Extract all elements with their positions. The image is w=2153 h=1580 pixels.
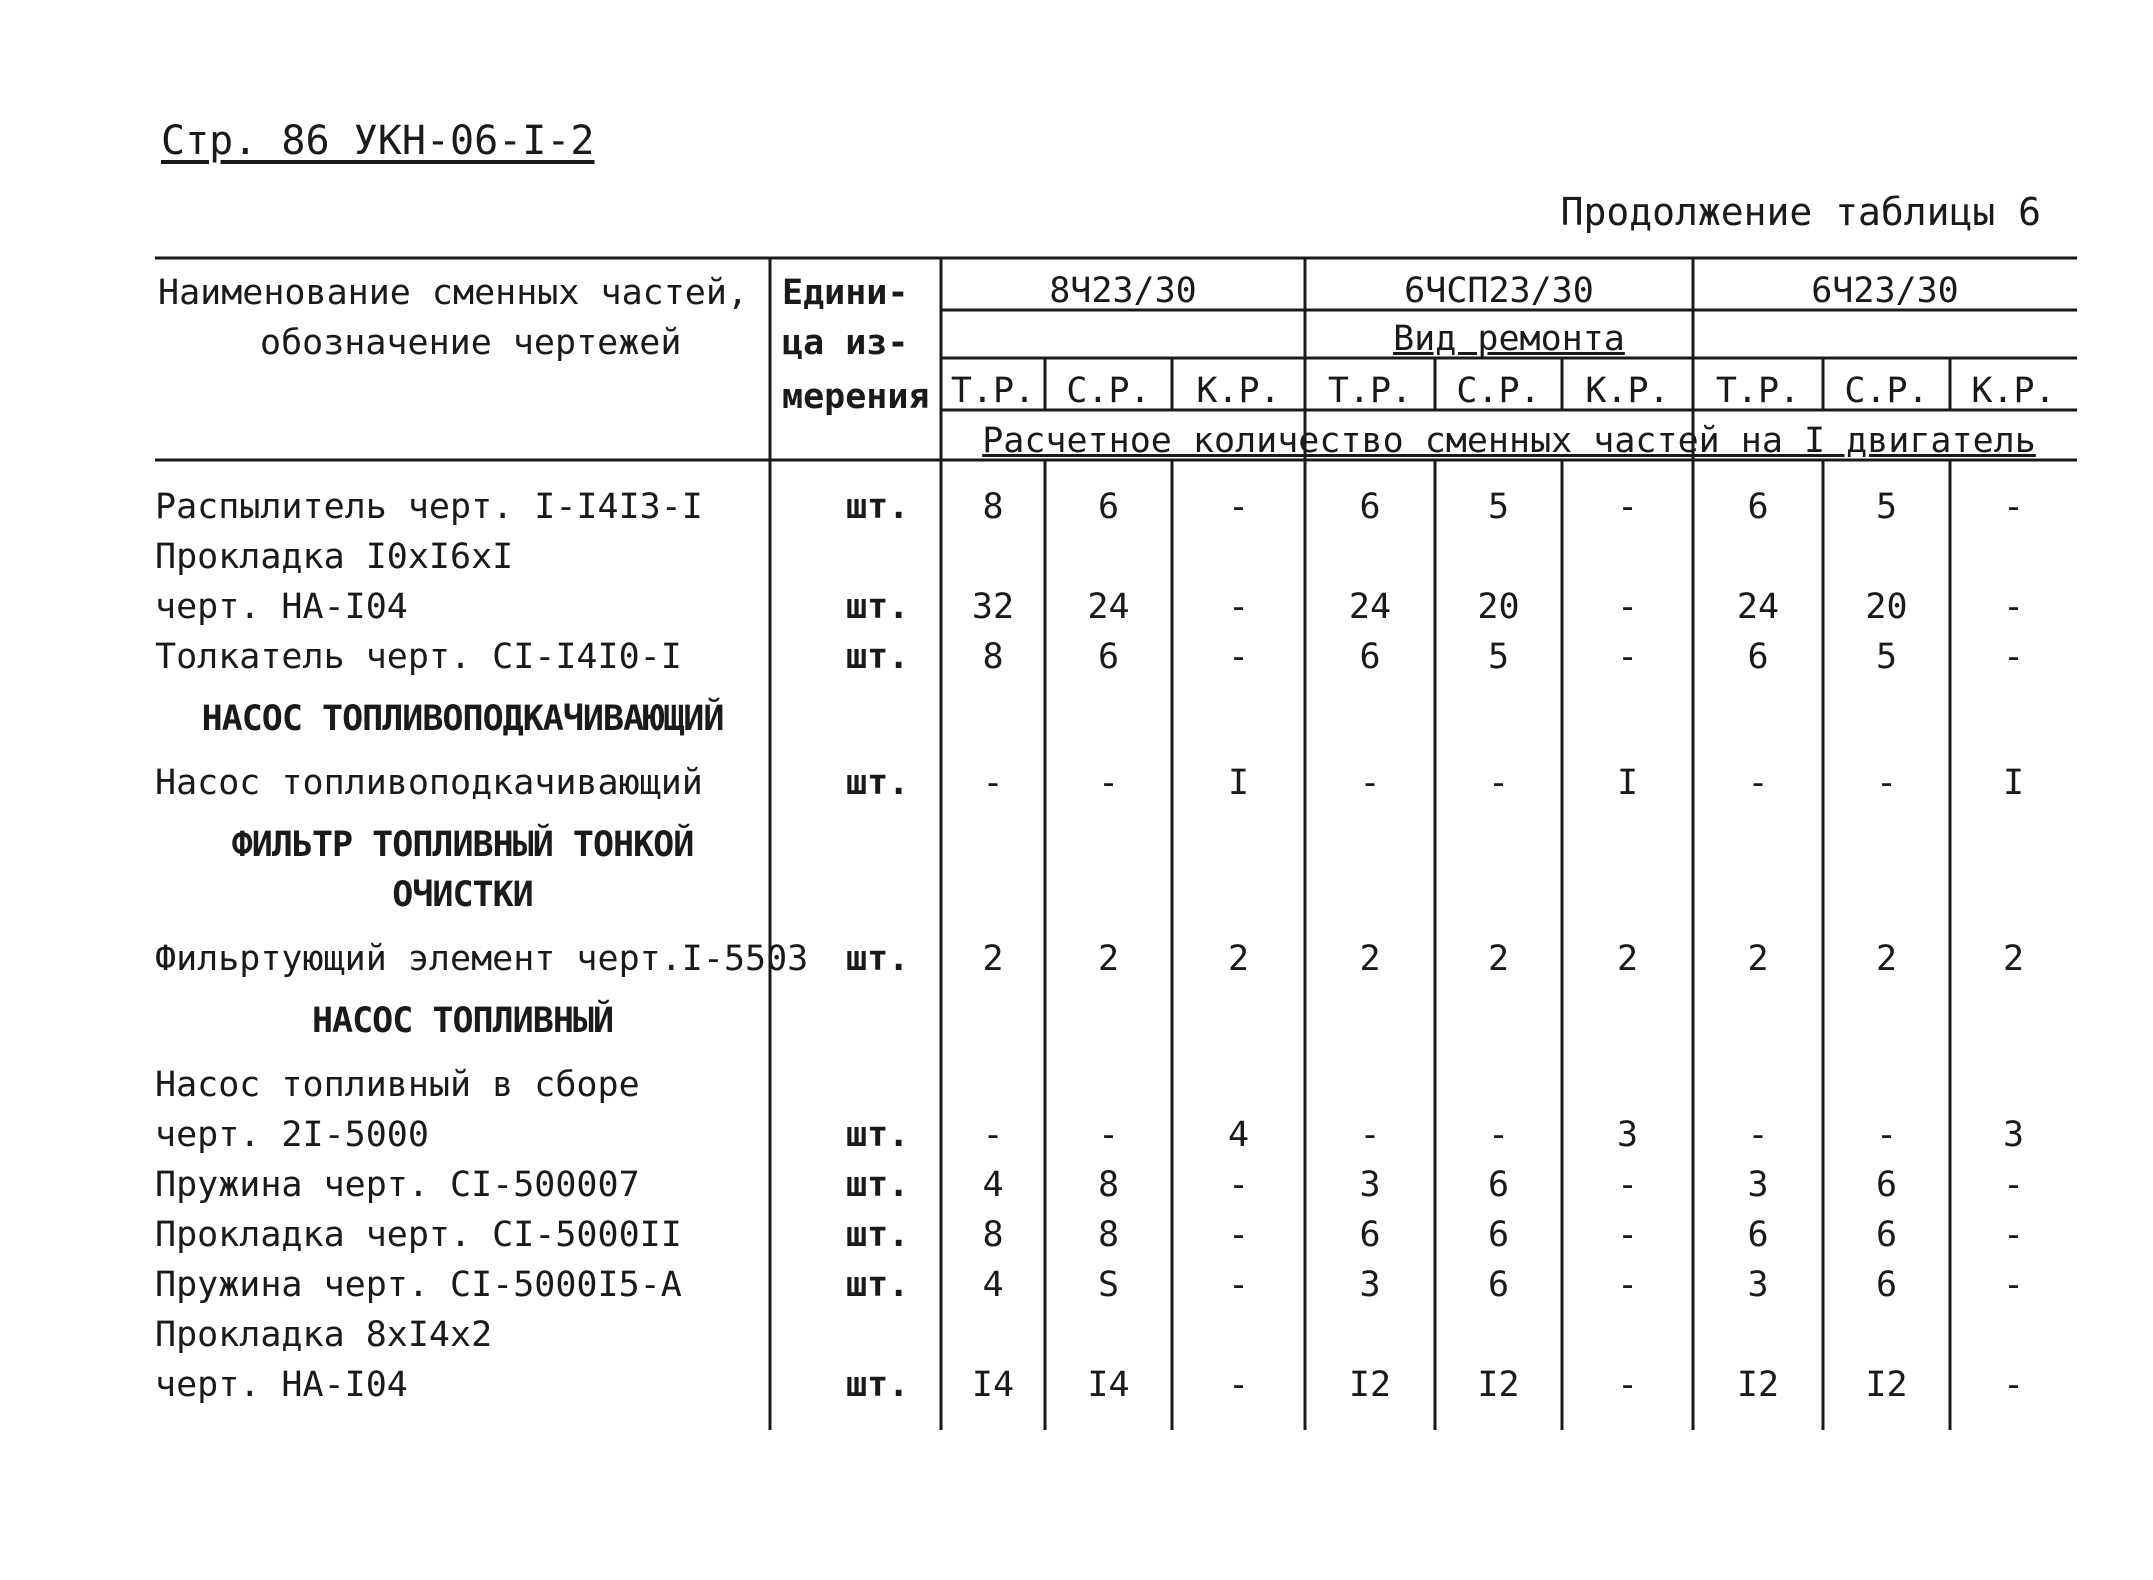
- quantity-cell: 6: [1875, 1215, 1898, 1255]
- quantity-cell: 2: [982, 939, 1004, 979]
- repair-type-header: Вид ремонта: [1393, 319, 1625, 359]
- section-heading: НАСОС ТОПЛИВОПОДКАЧИВАЮЩИЙ: [201, 699, 724, 739]
- quantity-cell: -: [2002, 1215, 2025, 1255]
- quantity-cell: 3: [1359, 1265, 1381, 1305]
- quantity-cell: 8: [1097, 1215, 1120, 1255]
- quantity-cell: -: [1616, 487, 1639, 527]
- unit-cell: шт.: [846, 1365, 910, 1405]
- quantity-cell: 5: [1487, 487, 1510, 527]
- quantity-cell: -: [1616, 637, 1639, 677]
- quantity-cell: 24: [1348, 587, 1392, 627]
- quantity-cell: 6: [1487, 1215, 1510, 1255]
- quantity-cell: 2: [1875, 939, 1898, 979]
- quantity-cell: -: [1616, 1165, 1639, 1205]
- quantity-cell: I: [1616, 763, 1639, 803]
- quantity-cell: 4: [1227, 1115, 1250, 1155]
- quantity-cell: -: [1487, 763, 1510, 803]
- quantity-cell: -: [1616, 587, 1639, 627]
- quantity-cell: 3: [1616, 1115, 1639, 1155]
- section-heading: НАСОС ТОПЛИВНЫЙ: [311, 1001, 614, 1041]
- quantity-cell: -: [1227, 1165, 1250, 1205]
- quantity-cell: 32: [971, 587, 1015, 627]
- part-name: Пружина черт. CI-5000I5-А: [155, 1265, 682, 1305]
- quantity-cell: -: [1616, 1215, 1639, 1255]
- quantity-cell: 3: [1747, 1165, 1769, 1205]
- quantity-cell: 6: [1875, 1165, 1898, 1205]
- quantity-cell: -: [1097, 763, 1120, 803]
- quantity-cell: 3: [1747, 1265, 1769, 1305]
- repair-subheader: Т.Р.: [1327, 371, 1413, 411]
- quantity-cell: 6: [1487, 1165, 1510, 1205]
- quantity-cell: -: [1227, 637, 1250, 677]
- quantity-cell: 2: [1227, 939, 1250, 979]
- quantity-cell: 6: [1359, 1215, 1381, 1255]
- quantity-cell: -: [2002, 637, 2025, 677]
- quantity-cell: 2: [1097, 939, 1120, 979]
- part-name: Распылитель черт. I-I4I3-I: [155, 487, 703, 527]
- unit-header-line-2: ца из-: [782, 323, 909, 363]
- quantity-cell: 4: [982, 1165, 1004, 1205]
- quantity-cell: 2: [2002, 939, 2025, 979]
- part-name: Прокладка 8xI4x2: [155, 1315, 493, 1355]
- quantity-cell: -: [2002, 487, 2025, 527]
- quantity-cell: 6: [1097, 637, 1120, 677]
- unit-header-line-1: Едини-: [782, 273, 909, 313]
- quantity-cell: 5: [1875, 637, 1898, 677]
- repair-subheader: С.Р.: [1456, 371, 1541, 411]
- quantity-cell: I: [1227, 763, 1250, 803]
- unit-cell: шт.: [846, 1215, 910, 1255]
- part-drawing: черт. 2I-5000: [155, 1115, 429, 1155]
- unit-cell: шт.: [846, 1265, 910, 1305]
- quantity-cell: -: [982, 763, 1004, 803]
- quantity-cell: -: [1227, 587, 1250, 627]
- repair-subheader: С.Р.: [1844, 371, 1929, 411]
- part-name: Насос топливоподкачивающий: [155, 763, 703, 803]
- part-name: Толкатель черт. CI-I4I0-I: [155, 637, 682, 677]
- quantity-cell: -: [1747, 1115, 1769, 1155]
- quantity-cell: 5: [1487, 637, 1510, 677]
- quantity-cell: I2: [1477, 1365, 1520, 1405]
- part-name: Насос топливный в сборе: [155, 1065, 640, 1105]
- repair-subheader: К.Р.: [1971, 371, 2056, 411]
- quantity-cell: 8: [1097, 1165, 1120, 1205]
- quantity-cell: 6: [1747, 1215, 1769, 1255]
- quantity-cell: 4: [982, 1265, 1004, 1305]
- quantity-cell: I2: [1865, 1365, 1908, 1405]
- quantity-cell: 6: [1359, 637, 1381, 677]
- engine-group-2: 6ЧСП23/30: [1404, 271, 1594, 311]
- quantity-cell: -: [1359, 1115, 1381, 1155]
- quantity-cell: 6: [1097, 487, 1120, 527]
- quantity-cell: -: [2002, 1365, 2025, 1405]
- repair-subheader: К.Р.: [1196, 371, 1281, 411]
- quantity-cell: I4: [1087, 1365, 1130, 1405]
- quantity-cell: 24: [1736, 587, 1780, 627]
- quantity-cell: 6: [1747, 487, 1769, 527]
- quantity-cell: -: [982, 1115, 1004, 1155]
- unit-cell: шт.: [846, 487, 910, 527]
- name-header-line-2: обозначение чертежей: [260, 323, 682, 363]
- quantity-cell: 6: [1359, 487, 1381, 527]
- quantity-cell: 3: [2002, 1115, 2025, 1155]
- quantity-cell: -: [1227, 487, 1250, 527]
- quantity-cell: 2: [1359, 939, 1381, 979]
- unit-cell: шт.: [846, 587, 910, 627]
- quantity-cell: -: [1227, 1365, 1250, 1405]
- unit-cell: шт.: [846, 1115, 910, 1155]
- table-continuation-label: Продолжение таблицы 6: [1560, 190, 2041, 234]
- part-name: Пружина черт. CI-500007: [155, 1165, 640, 1205]
- repair-subheader: К.Р.: [1585, 371, 1670, 411]
- quantity-cell: -: [1359, 763, 1381, 803]
- quantity-cell: -: [1227, 1265, 1250, 1305]
- quantity-cell: 3: [1359, 1165, 1381, 1205]
- engine-group-3: 6Ч23/30: [1811, 271, 1959, 311]
- unit-cell: шт.: [846, 637, 910, 677]
- name-header-line-1: Наименование сменных частей,: [158, 273, 749, 313]
- quantity-cell: -: [1616, 1265, 1639, 1305]
- quantity-cell: 2: [1747, 939, 1769, 979]
- quantity-cell: -: [1227, 1215, 1250, 1255]
- quantity-cell: 6: [1875, 1265, 1898, 1305]
- quantity-cell: -: [1747, 763, 1769, 803]
- unit-cell: шт.: [846, 939, 910, 979]
- quantity-cell: -: [1487, 1115, 1510, 1155]
- quantity-cell: 8: [982, 487, 1004, 527]
- section-heading: ФИЛЬТР ТОПЛИВНЫЙ ТОНКОЙ: [231, 825, 694, 865]
- quantity-cell: -: [2002, 1265, 2025, 1305]
- part-name: Фильртующий элемент черт.I-5503: [155, 939, 809, 979]
- quantity-cell: 2: [1487, 939, 1510, 979]
- repair-subheader: Т.Р.: [1715, 371, 1801, 411]
- quantity-cell: -: [1875, 1115, 1898, 1155]
- quantity-cell: -: [1616, 1365, 1639, 1405]
- quantity-cell: -: [1875, 763, 1898, 803]
- quantity-cell: 6: [1487, 1265, 1510, 1305]
- unit-header-line-3: мерения: [782, 377, 930, 417]
- quantity-cell: 2: [1616, 939, 1639, 979]
- part-name: Прокладка черт. CI-5000II: [155, 1215, 682, 1255]
- quantity-cell: 8: [982, 637, 1004, 677]
- unit-cell: шт.: [846, 1165, 910, 1205]
- quantity-cell: S: [1097, 1265, 1120, 1305]
- part-name: Прокладка I0xI6xI: [155, 537, 514, 577]
- quantity-cell: I2: [1348, 1365, 1392, 1405]
- quantity-cell: 5: [1875, 487, 1898, 527]
- part-drawing: черт. НА-I04: [155, 587, 408, 627]
- part-drawing: черт. НА-I04: [155, 1365, 408, 1405]
- quantity-cell: 20: [1865, 587, 1908, 627]
- section-heading: ОЧИСТКИ: [392, 875, 533, 915]
- repair-subheader: Т.Р.: [950, 371, 1036, 411]
- quantity-cell: I: [2002, 763, 2025, 803]
- repair-subheader: С.Р.: [1066, 371, 1151, 411]
- calc-header: Расчетное количество сменных частей на I двигатель: [982, 421, 2036, 461]
- quantity-cell: -: [2002, 587, 2025, 627]
- quantity-cell: 8: [982, 1215, 1004, 1255]
- unit-cell: шт.: [846, 763, 910, 803]
- quantity-cell: I2: [1736, 1365, 1780, 1405]
- quantity-cell: -: [1097, 1115, 1120, 1155]
- quantity-cell: 6: [1747, 637, 1769, 677]
- page-header: Стр. 86 УКН-06-I-2: [161, 118, 595, 164]
- quantity-cell: I4: [971, 1365, 1015, 1405]
- engine-group-1: 8Ч23/30: [1049, 271, 1197, 311]
- quantity-cell: 20: [1477, 587, 1520, 627]
- quantity-cell: -: [2002, 1165, 2025, 1205]
- quantity-cell: 24: [1087, 587, 1130, 627]
